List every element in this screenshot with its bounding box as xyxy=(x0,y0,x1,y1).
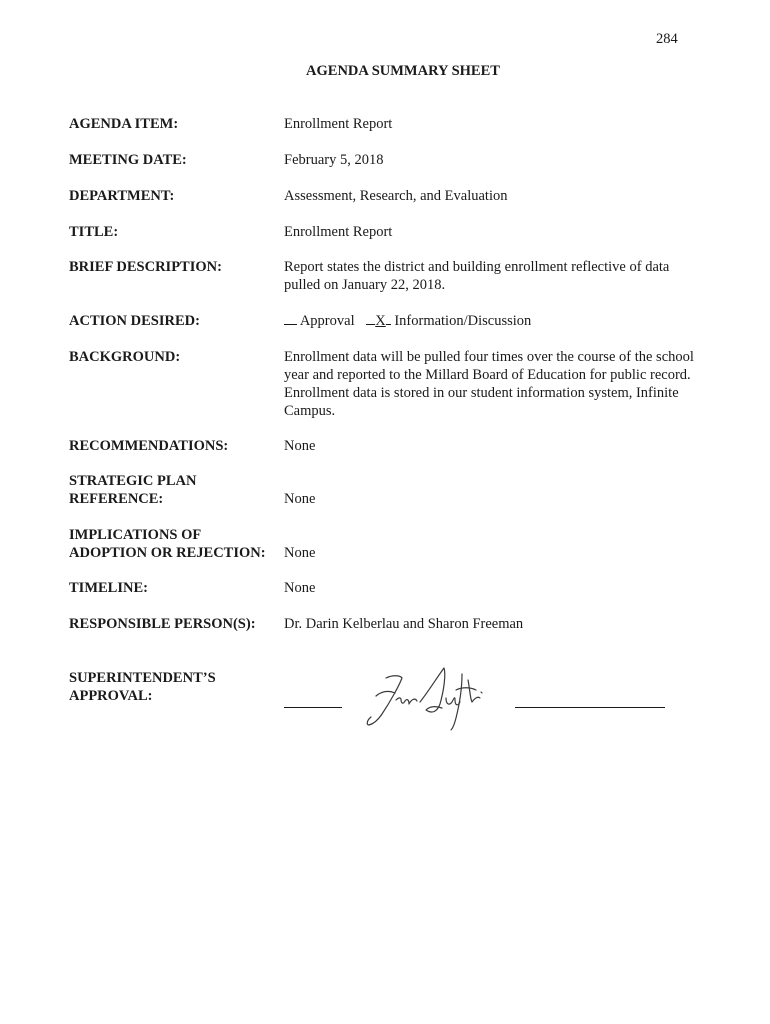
title-label: TITLE: xyxy=(69,224,119,240)
action-desired-value xyxy=(284,312,724,330)
selection-leader-blank xyxy=(366,312,375,325)
selection-x-mark: X xyxy=(375,313,386,329)
strategic-plan-value: None xyxy=(284,491,316,507)
timeline-value: None xyxy=(284,580,316,596)
recommendations-value: None xyxy=(284,438,316,454)
department-label: DEPARTMENT: xyxy=(69,188,175,204)
information-selection xyxy=(366,313,394,329)
selection-trailer-blank xyxy=(386,312,391,325)
action-desired-label: ACTION DESIRED: xyxy=(69,313,200,329)
sheet-title: AGENDA SUMMARY SHEET xyxy=(306,63,500,79)
implications-label-line1: IMPLICATIONS OF xyxy=(69,527,202,543)
approval-blank xyxy=(284,312,297,325)
agenda-item-value: Enrollment Report xyxy=(284,116,393,132)
brief-description-value: Report states the district and building enrollment reflective of data pulled on January 22, 2018. xyxy=(284,259,670,293)
implications-label-line2: ADOPTION OR REJECTION: xyxy=(69,545,266,561)
responsible-value: Dr. Darin Kelberlau and Sharon Freeman xyxy=(284,616,524,632)
timeline-label: TIMELINE: xyxy=(69,580,148,596)
title-value: Enrollment Report xyxy=(284,224,393,240)
brief-description-label: BRIEF DESCRIPTION: xyxy=(69,259,222,275)
page-number: 284 xyxy=(656,31,678,47)
recommendations-label: RECOMMENDATIONS: xyxy=(69,438,229,454)
background-label: BACKGROUND: xyxy=(69,349,181,365)
responsible-label: RESPONSIBLE PERSON(S): xyxy=(69,616,256,632)
superintendent-label-line1: SUPERINTENDENT’S xyxy=(69,670,216,686)
information-option: Information/Discussion xyxy=(394,313,532,329)
agenda-item-label: AGENDA ITEM: xyxy=(69,116,179,132)
superintendent-label-line2: APPROVAL: xyxy=(69,688,153,704)
meeting-date-label: MEETING DATE: xyxy=(69,152,187,168)
meeting-date-value: February 5, 2018 xyxy=(284,152,384,168)
superintendent-signature xyxy=(362,662,492,732)
strategic-plan-label-line2: REFERENCE: xyxy=(69,491,164,507)
approval-option: Approval xyxy=(299,313,355,329)
signature-line-left xyxy=(284,707,342,708)
background-value: Enrollment data will be pulled four times over the course of the school year and reported to the Millard Board of Education for public record. Enrollment data is stored in our student information system, Infinite Campus. xyxy=(284,349,694,419)
implications-value: None xyxy=(284,545,316,561)
signature-line-right xyxy=(515,707,665,708)
department-value: Assessment, Research, and Evaluation xyxy=(284,188,508,204)
strategic-plan-label-line1: STRATEGIC PLAN xyxy=(69,473,197,489)
